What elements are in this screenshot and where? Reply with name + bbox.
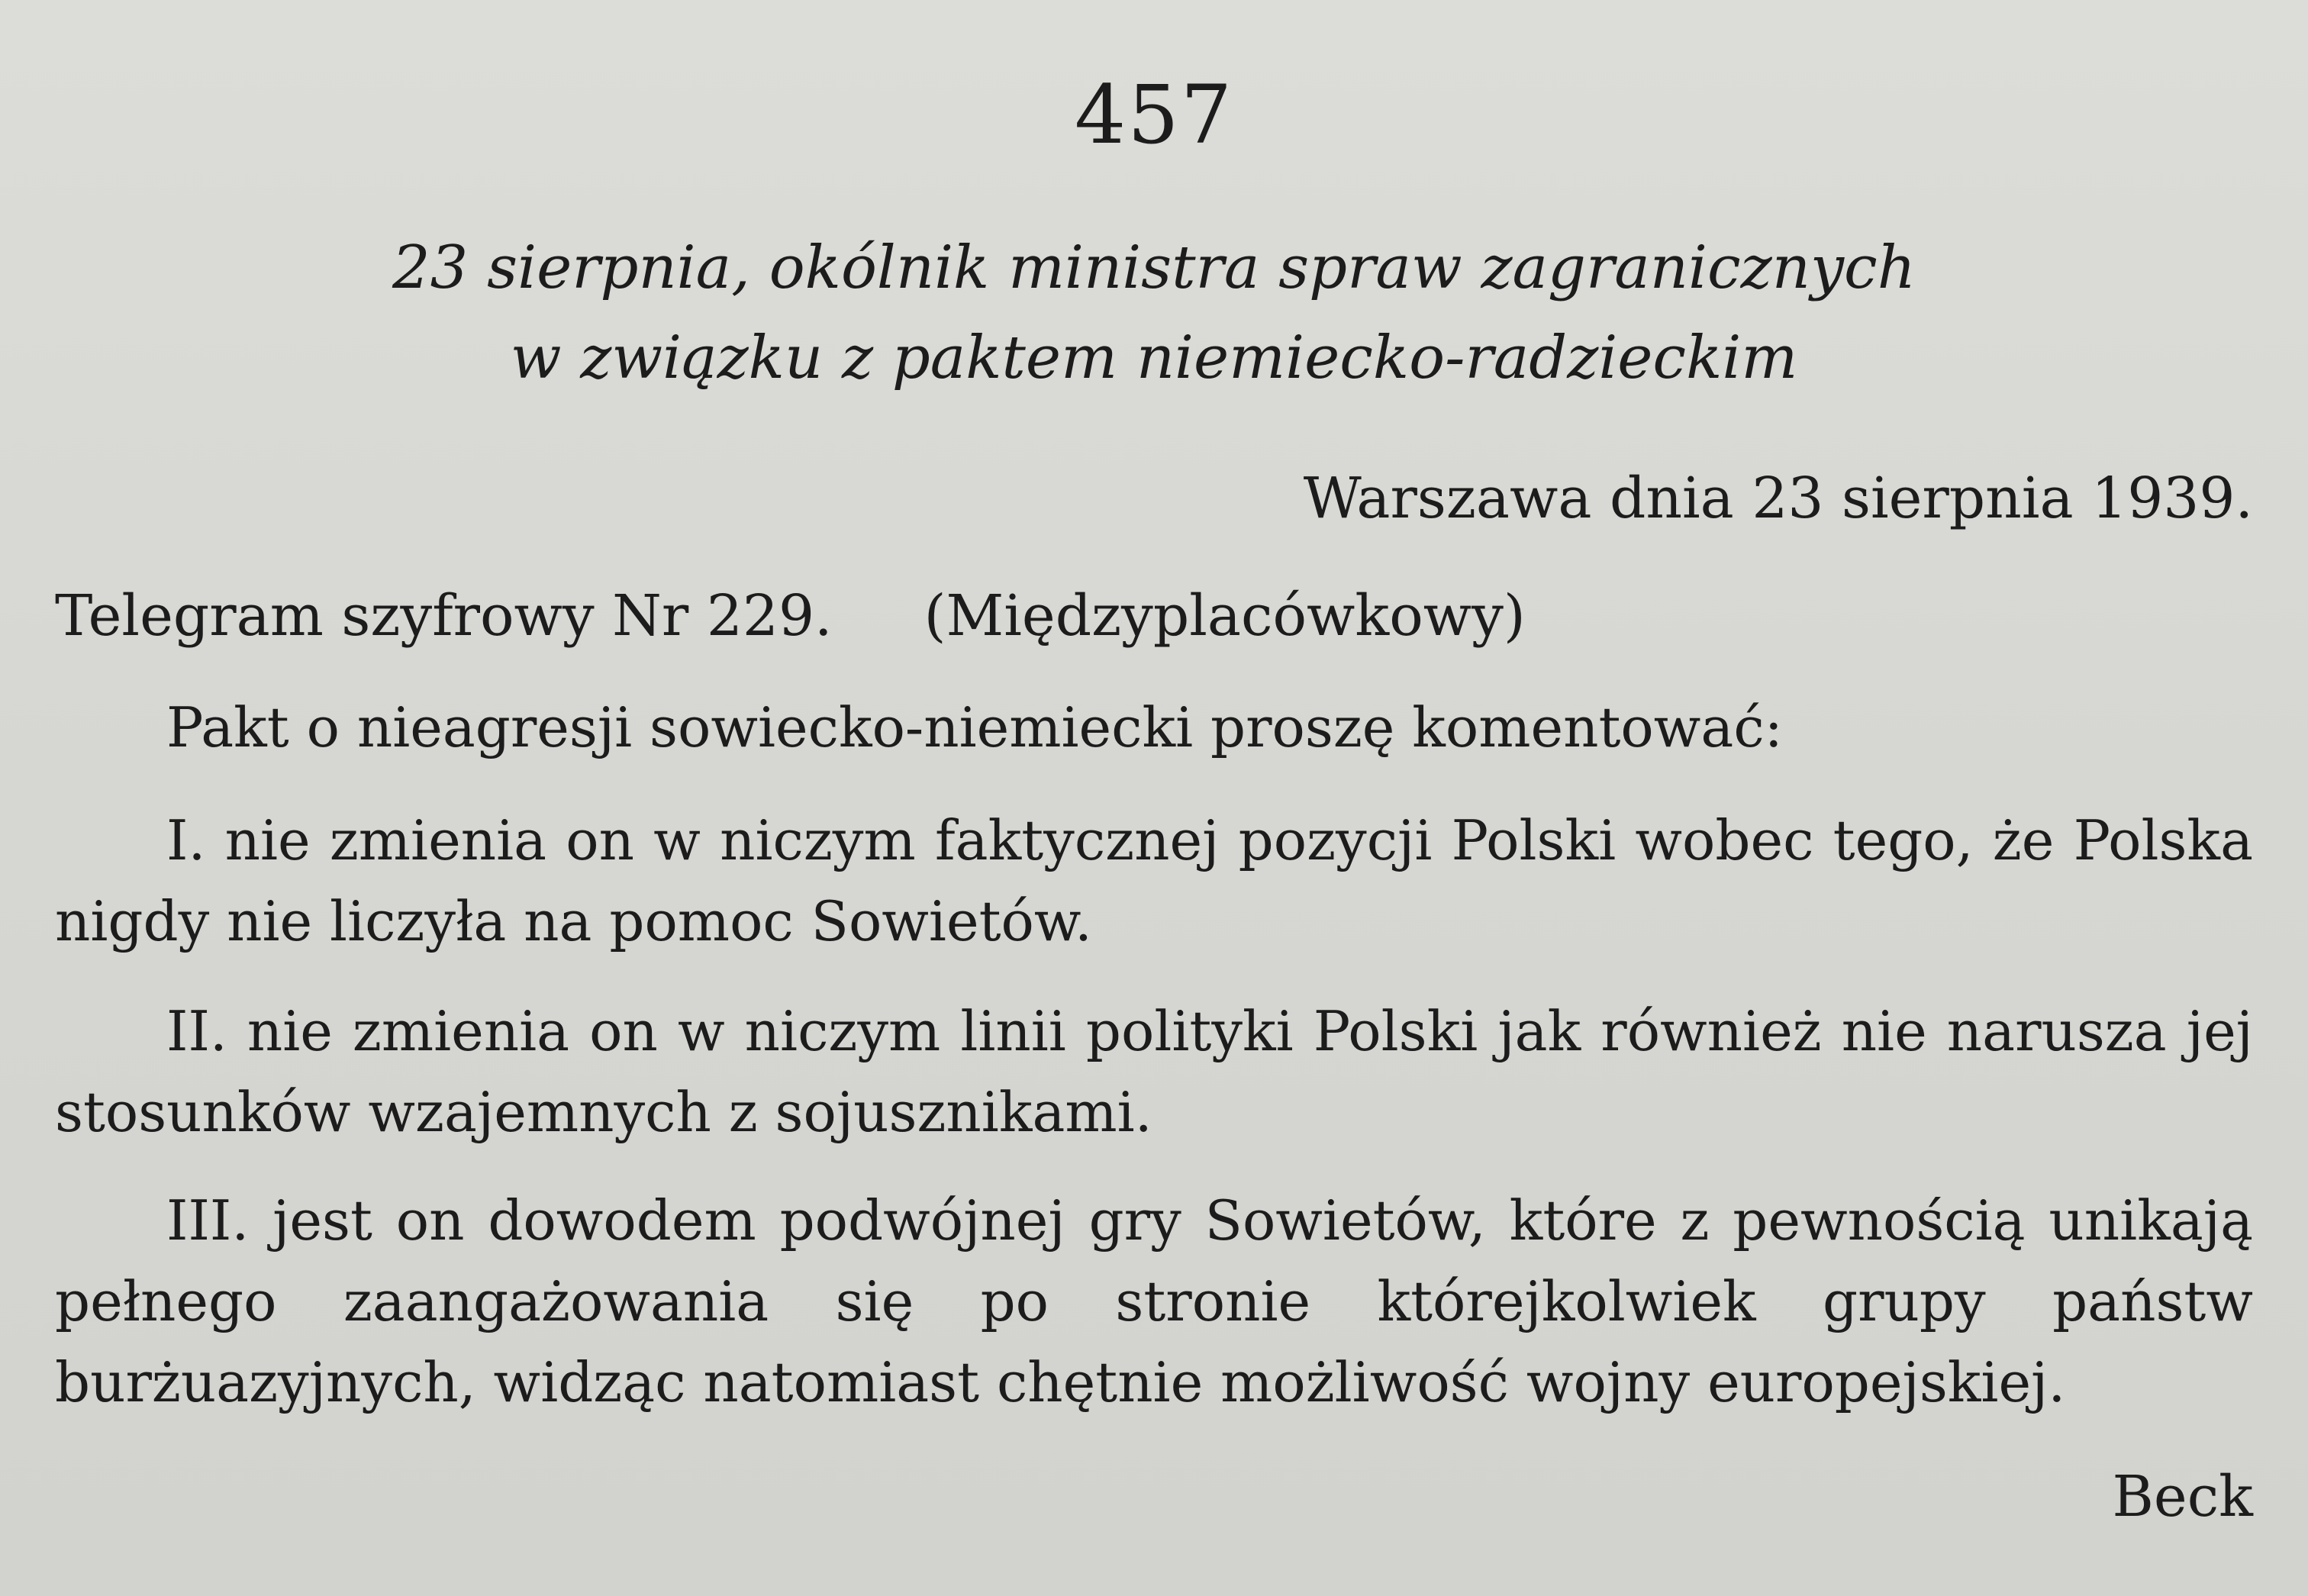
document-number: 457 bbox=[1074, 68, 1234, 162]
title-line-1: 23 sierpnia, okólnik ministra spraw zagranicznych bbox=[392, 234, 1916, 302]
title-line-2: w związku z paktem niemiecko-radzieckim bbox=[510, 324, 1798, 392]
signature: Beck bbox=[2112, 1464, 2253, 1530]
document-title bbox=[55, 223, 2253, 403]
telegram-header bbox=[55, 583, 1526, 649]
place-and-date: Warszawa dnia 23 sierpnia 1939. bbox=[1303, 466, 2253, 531]
telegram-tag: (Międzyplacówkowy) bbox=[924, 583, 1526, 649]
point-1-paragraph: I. nie zmienia on w niczym faktycznej pozycji Polski wobec tego, że Polska nigdy nie liczyła na pomoc Sowietów. bbox=[55, 808, 2253, 953]
telegram-label: Telegram szyfrowy Nr 229. bbox=[55, 583, 833, 649]
point-2-paragraph: II. nie zmienia on w niczym linii polityki Polski jak również nie narusza jej stosunków wzajemnych z sojusznikami. bbox=[55, 999, 2253, 1144]
point-3-paragraph: III. jest on dowodem podwójnej gry Sowietów, które z pewnością unikają pełnego zaangażowania się po stronie którejkolwiek grupy państw burżuazyjnych, widząc natomiast chętnie możliwość wojny europejskiej. bbox=[55, 1188, 2253, 1414]
document-page bbox=[55, 0, 2253, 1596]
intro-paragraph: Pakt o nieagresji sowiecko-niemiecki proszę komentować: bbox=[166, 695, 1783, 759]
